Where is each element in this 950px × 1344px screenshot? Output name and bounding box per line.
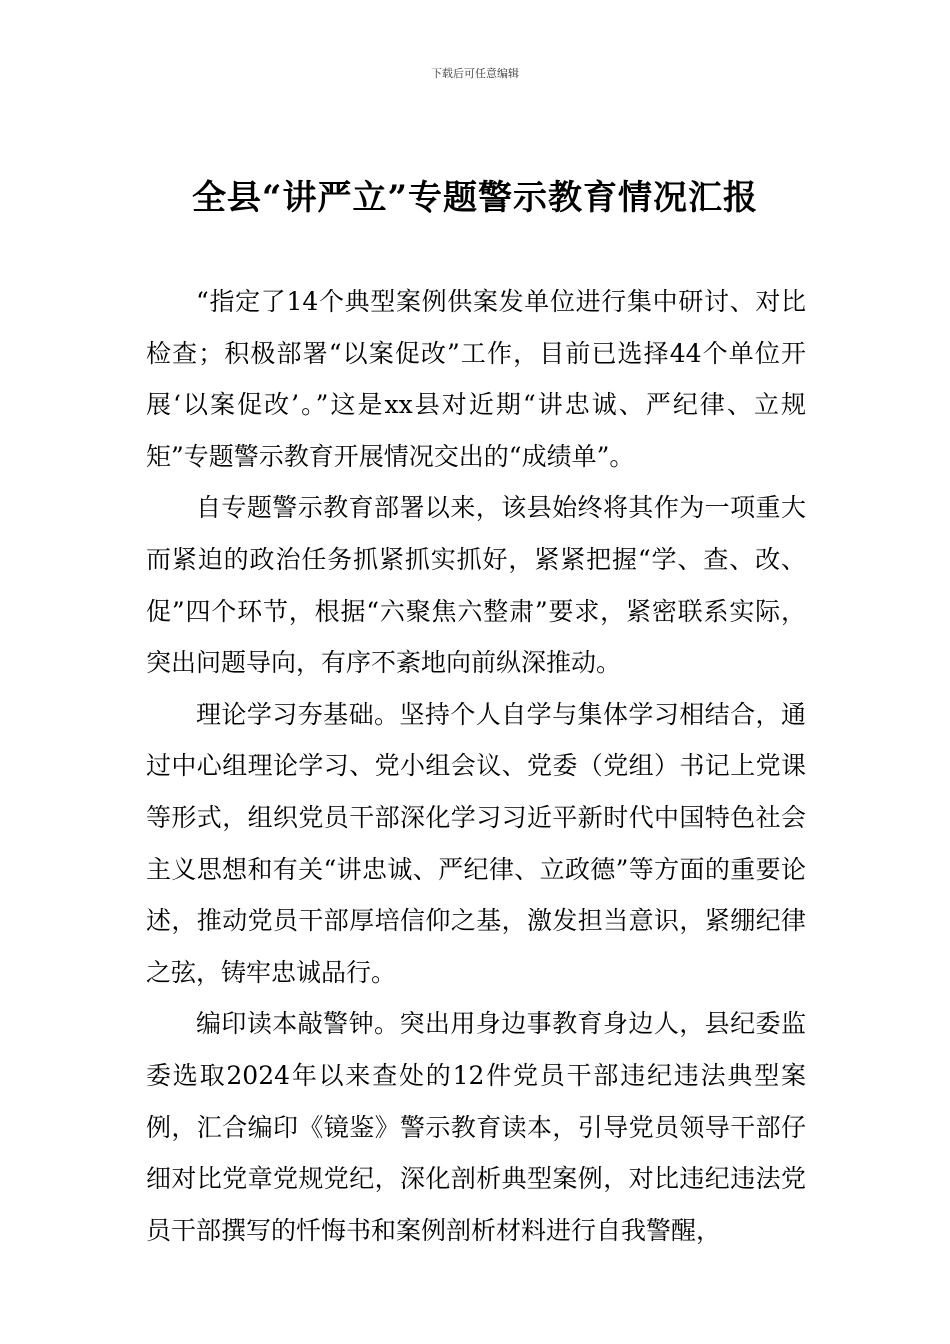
- paragraph-3: 理论学习夯基础。坚持个人自学与集体学习相结合，通过中心组理论学习、党小组会议、党委（党组）书记上党课等形式，组织党员干部深化学习习近平新时代中国特色社会主义思想和有关“讲忠诚、严纪律、立政德”等方面的重要论述，推动党员干部厚培信仰之基，激发担当意识，紧绷纪律之弦，铸牢忠诚品行。: [146, 699, 806, 987]
- document-title: 全县“讲严立”专题警示教育情况汇报: [191, 178, 759, 218]
- paragraph-2: 自专题警示教育部署以来，该县始终将其作为一项重大而紧迫的政治任务抓紧抓实抓好，紧紧把握“学、查、改、促”四个环节，根据“六聚焦六整肃”要求，紧密联系实际，突出问题导向，有序不紊地向前纵深推动。: [146, 493, 806, 678]
- paragraph-1: “指定了14个典型案例供案发单位进行集中研讨、对比检查；积极部署“以案促改”工作，目前已选择44个单位开展‘以案促改’。”这是xx县对近期“讲忠诚、严纪律、立规矩”专题警示教育开展情况交出的“成绩单”。: [146, 287, 806, 471]
- page-header-note: 下载后可任意编辑: [431, 67, 519, 80]
- paragraph-4: 编印读本敲警钟。突出用身边事教育身边人，县纪委监委选取2024年以来查处的12件党员干部违纪违法典型案例，汇合编印《镜鉴》警示教育读本，引导党员领导干部仔细对比党章党规党纪，深化剖析典型案例，对比违纪违法党员干部撰写的忏悔书和案例剖析材料进行自我警醒，: [146, 1009, 806, 1245]
- document-body: [146, 276, 806, 1256]
